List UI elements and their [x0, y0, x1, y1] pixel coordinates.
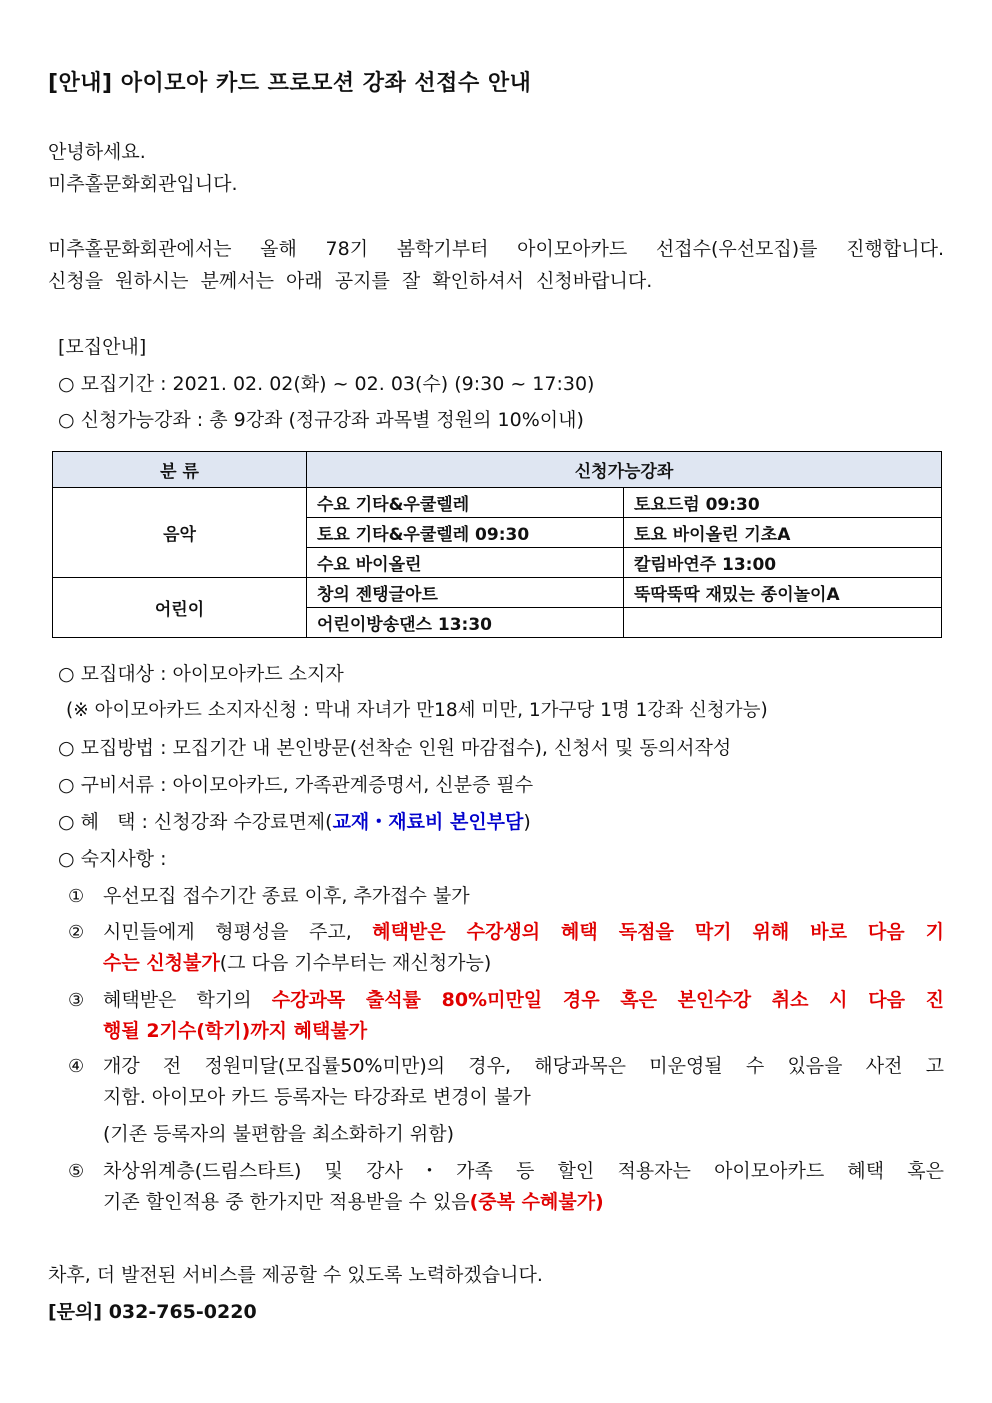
notice-3-number: ③ — [68, 990, 85, 1011]
course-cell: 토요 바이올린 기초A — [624, 518, 942, 548]
course-cell: 창의 젠탱글아트 — [307, 578, 624, 608]
notice-4-line-2: 지함. 아이모아 카드 등록자는 타강좌로 변경이 불가 — [103, 1086, 531, 1108]
notice-3 — [103, 985, 944, 1047]
greeting-line-2: 미추홀문화회관입니다. — [48, 173, 238, 195]
available-courses: ○ 신청가능강좌 : 총 9강좌 (정규강좌 과목별 정원의 10%이내) — [58, 409, 584, 431]
intro-line-1: 미추홀문화회관에서는 올해 78기 봄학기부터 아이모아카드 선접수(우선모집)를 진행합니다. — [48, 238, 944, 260]
notice-2-red: 혜택받은 수강생의 혜택 독점을 막기 위해 바로 다음 기 — [372, 921, 944, 943]
course-cell: 어린이방송댄스 13:30 — [307, 608, 624, 638]
course-table — [52, 451, 942, 638]
course-cell-empty — [624, 608, 942, 638]
recruit-method: ○ 모집방법 : 모집기간 내 본인방문(선착순 인원 마감접수), 신청서 및 동의서작성 — [58, 737, 732, 759]
header-courses: 신청가능강좌 — [307, 452, 942, 488]
table-header-row — [53, 452, 942, 488]
notice-4-line-1: 개강 전 정원미달(모집률50%미만)의 경우, 해당과목은 미운영될 수 있음을 사전 고 — [103, 1055, 944, 1077]
notice-5-line-2 — [103, 1187, 944, 1218]
notice-2-line-1 — [103, 917, 944, 948]
notice-3-red-2: 행될 2기수(학기)까지 혜택불가 — [103, 1020, 368, 1042]
notice-5 — [103, 1156, 944, 1218]
target-note: (※ 아이모아카드 소지자신청 : 막내 자녀가 만18세 미만, 1가구당 1명 1강좌 신청가능) — [66, 700, 768, 721]
notice-4-line-3: (기존 등록자의 불편함을 최소화하기 위함) — [103, 1123, 455, 1145]
benefit-line — [58, 810, 531, 834]
notice-3-plain: 혜택받은 학기의 — [103, 989, 252, 1011]
recruit-target: ○ 모집대상 : 아이모아카드 소지자 — [58, 663, 344, 685]
notice-1-number: ① — [68, 886, 85, 907]
notice-5-red: (중복 수혜불가) — [469, 1191, 604, 1213]
category-kids: 어린이 — [53, 578, 307, 638]
notice-4 — [103, 1051, 944, 1150]
notice-1-text: 우선모집 접수기간 종료 이후, 추가접수 불가 — [103, 885, 470, 907]
notice-2-number: ② — [68, 922, 85, 943]
notice-5-plain: 기존 할인적용 중 한가지만 적용받을 수 있음 — [103, 1191, 470, 1213]
benefit-highlight: 교재・재료비 본인부담 — [332, 811, 524, 833]
table-row — [53, 578, 942, 608]
notice-2-red-2: 수는 신청불가 — [103, 952, 220, 974]
notice-5-line-1: 차상위계층(드림스타트) 및 강사・가족 등 할인 적용자는 아이모아카드 혜택 혹은 — [103, 1160, 944, 1182]
header-category: 분 류 — [53, 452, 307, 488]
course-cell: 수요 기타&우쿨렐레 — [307, 488, 624, 518]
notice-2-line-2 — [103, 948, 944, 979]
notice-2-plain-2: (그 다음 기수부터는 재신청가능) — [219, 952, 492, 974]
notice-3-line-1 — [103, 985, 944, 1016]
course-cell: 토요드럼 09:30 — [624, 488, 942, 518]
notice-3-line-2 — [103, 1016, 944, 1047]
recruit-period: ○ 모집기간 : 2021. 02. 02(화) ~ 02. 03(수) (9:30 ~ 17:30) — [58, 373, 595, 395]
benefit-suffix: ) — [523, 811, 531, 833]
required-documents: ○ 구비서류 : 아이모아카드, 가족관계증명서, 신분증 필수 — [58, 774, 534, 796]
notice-3-red: 수강과목 출석률 80%미만일 경우 혹은 본인수강 취소 시 다음 진 — [271, 989, 944, 1011]
notice-2 — [103, 917, 944, 979]
course-cell: 칼림바연주 13:00 — [624, 548, 942, 578]
course-cell: 뚝딱뚝딱 재밌는 종이놀이A — [624, 578, 942, 608]
notice-header: ○ 숙지사항 : — [58, 848, 167, 870]
contact-info: [문의] 032-765-0220 — [48, 1301, 257, 1323]
section-header: [모집안내] — [58, 336, 147, 358]
course-cell: 수요 바이올린 — [307, 548, 624, 578]
benefit-prefix: ○ 혜 택 : 신청강좌 수강료면제( — [58, 811, 333, 833]
notice-5-number: ⑤ — [68, 1161, 85, 1182]
notice-4-number: ④ — [68, 1056, 85, 1077]
greeting-line-1: 안녕하세요. — [48, 141, 146, 163]
notice-2-plain: 시민들에게 형평성을 주고, — [103, 921, 352, 943]
table-row — [53, 488, 942, 518]
closing-text: 차후, 더 발전된 서비스를 제공할 수 있도록 노력하겠습니다. — [48, 1264, 543, 1286]
notice-1 — [103, 881, 944, 912]
category-music: 음악 — [53, 488, 307, 578]
document-title: [안내] 아이모아 카드 프로모션 강좌 선접수 안내 — [48, 71, 532, 96]
intro-line-2: 신청을 원하시는 분께서는 아래 공지를 잘 확인하셔서 신청바랍니다. — [48, 270, 653, 292]
course-cell: 토요 기타&우쿨렐레 09:30 — [307, 518, 624, 548]
